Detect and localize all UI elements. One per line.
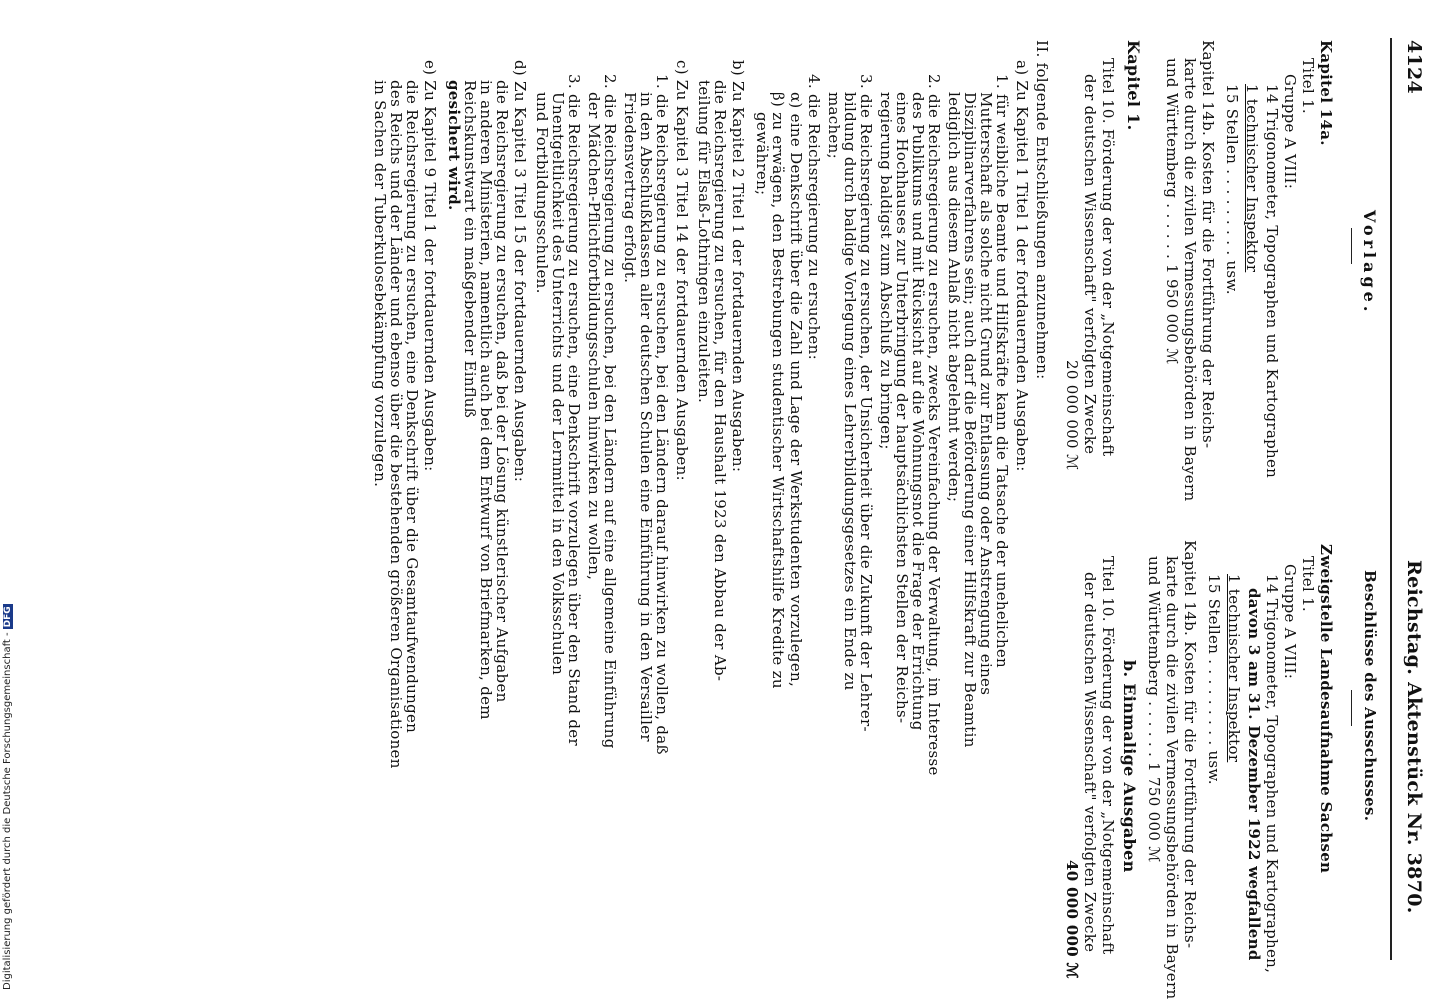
res-a3-l2: bildung durch baldige Vorlegung eines Lehrerbildungsgesetzes ein Ende zu xyxy=(841,92,859,691)
right-t10-1: Titel 10. Förderung der von der „Notgemeinschaft xyxy=(1099,556,1117,955)
res-b-l2: die Reichsregierung zu ersuchen, für den Haushalt 1923 den Abbau der Ab- xyxy=(711,80,729,682)
left-k14a: Kapitel 14a. xyxy=(1317,40,1335,146)
right-t10-3: 40 000 000 ℳ xyxy=(1063,860,1081,979)
res-c1-l1: 1. die Reichsregierung zu ersuchen, bei den Ländern darauf hinwirken zu wollen, daß xyxy=(653,74,671,755)
res-a2-l4: regierung baldigst zum Abschluß zu bringen; xyxy=(877,92,895,450)
right-k14b-3: und Württemberg . . . . . . 1 750 000 ℳ xyxy=(1145,556,1163,863)
digitization-note-text: Digitalisierung gefördert durch die Deutsche Forschungsgemeinschaft - xyxy=(2,632,13,990)
left-trig: 14 Trigonometer, Topographen und Kartographen xyxy=(1263,84,1281,479)
res-c3-l3: und Fortbildungsschulen. xyxy=(533,92,551,294)
res-b-l1: b) Zu Kapitel 2 Titel 1 der fortdauernden Ausgaben: xyxy=(729,60,747,473)
left-t10-2: der deutschen Wissenschaft" verfolgten Zwecke xyxy=(1081,74,1099,455)
res-a2-l1: 2. die Reichsregierung zu ersuchen, zwecks Vereinfachung der Verwaltung, im Interesse xyxy=(925,74,943,776)
right-b-heading: b. Einmalige Ausgaben xyxy=(1120,660,1139,873)
res-a-head: a) Zu Kapitel 1 Titel 1 der fortdauernden Ausgaben: xyxy=(1013,60,1031,472)
left-gruppe: Gruppe A VIII: xyxy=(1281,74,1299,190)
res-e-l3: des Reichs und der Länder und ebenso über die bestehenden größeren Organisationen xyxy=(387,80,405,769)
res-c3-l1: 3. die Reichsregierung zu ersuchen, eine Denkschrift vorzulegen über den Stand der xyxy=(565,74,583,746)
right-k14b-1: Kapitel 14b. Kosten für die Fortführung der Reichs- xyxy=(1181,540,1199,949)
res-a1-l1: 1. für weibliche Beamte und Hilfskräfte kann die Tatsache der unehelichen xyxy=(993,74,1011,669)
res-d-l4: Reichskunstwart ein maßgebender Einfluß xyxy=(461,80,479,419)
digitization-note xyxy=(2,604,13,990)
right-stellen: 15 Stellen . . . . . . . . . usw. xyxy=(1205,574,1223,785)
res-e-l2: die Reichsregierung zu ersuchen, eine Denkschrift über die Gesamtaufwendungen xyxy=(403,80,421,734)
right-heading-rule xyxy=(1351,690,1352,726)
left-heading: Vorlage. xyxy=(1360,210,1379,316)
left-k1: Kapitel 1. xyxy=(1124,40,1143,131)
res-d-l3: in anderen Ministerien, namentlich auch bei dem Entwurf von Briefmarken, dem xyxy=(477,80,495,720)
res-e-l4: in Sachen der Tuberkulosebekämpfung vorzulegen. xyxy=(371,80,389,488)
left-titel1: Titel 1. xyxy=(1299,58,1317,114)
res-d-l1: d) Zu Kapitel 3 Titel 15 der fortdauernden Ausgaben: xyxy=(511,60,529,483)
left-t10-3: 20 000 000 ℳ xyxy=(1063,360,1081,471)
header-rule xyxy=(1390,38,1392,960)
right-t10-2: der deutschen Wissenschaft" verfolgten Zwecke xyxy=(1081,572,1099,953)
res-a4-l3: β) zu erwägen, den Bestrebungen studentischer Wirtschaftshilfe Kredite zu xyxy=(769,92,787,689)
right-heading: Beschlüsse des Ausschusses. xyxy=(1361,570,1379,822)
res-c1-l3: Friedensvertrag erfolgt. xyxy=(621,92,639,284)
right-davon: davon 3 am 31. Dezember 1922 wegfallend xyxy=(1245,588,1263,961)
res-a2-l2: des Publikums und mit Rücksicht auf die Wohnungsnot die Frage der Errichtung xyxy=(909,92,927,731)
res-c3-l2: Unentgeltlichkeit des Unterrichts und der Lernmittel in den Volksschulen xyxy=(549,92,567,676)
right-gruppe: Gruppe A VIII: xyxy=(1281,564,1299,680)
res-a4-l1: 4. die Reichsregierung zu ersuchen: xyxy=(805,74,823,360)
res-d-l2: die Reichsregierung zu ersuchen, daß bei der Lösung künstlerischer Aufgaben xyxy=(493,80,511,703)
right-k14b-2: karte durch die zivilen Vermessungsbehörden in Bayern xyxy=(1163,556,1181,1000)
dfg-logo: DFG xyxy=(3,606,13,628)
res-a1-l2: Mutterschaft als solche nicht Grund zur Entlassung oder Anstrengung eines xyxy=(977,92,995,696)
res-a3-l3: machen; xyxy=(825,92,843,159)
res-d-l5: gesichert wird. xyxy=(445,80,463,211)
res-b-l3: teilung für Elsaß-Lothringen einzuleiten. xyxy=(695,80,713,404)
page-number: 4124 xyxy=(1403,40,1425,95)
res-c2-l2: der Mädchen-Pflichtfortbildungsschulen hinwirken zu wollen, xyxy=(585,92,603,581)
left-k14b-1: Kapitel 14b. Kosten für die Fortführung der Reichs- xyxy=(1199,40,1217,449)
running-title: Reichstag. Aktenstück Nr. 3870. xyxy=(1403,560,1425,914)
res-a1-l4: lediglich aus diesem Anlaß nicht abgelehnt werden; xyxy=(945,92,963,503)
left-k14b-3: und Württemberg . . . . . . 1 950 000 ℳ xyxy=(1163,58,1181,365)
right-insp: 1 technischer Inspektor xyxy=(1225,574,1243,763)
res-e-l1: e) Zu Kapitel 9 Titel 1 der fortdauernden Ausgaben: xyxy=(421,60,439,472)
res-intro: II. folgende Entschließungen anzunehmen: xyxy=(1033,40,1051,380)
left-heading-rule xyxy=(1351,228,1352,264)
left-stellen: 15 Stellen . . . . . . . . . usw. xyxy=(1223,84,1241,295)
res-a4-l4: gewähren; xyxy=(753,112,771,196)
res-a1-l3: Disziplinarverfahrens sein; auch darf die Beförderung einer Hilfskraft zur Beamtin xyxy=(961,92,979,748)
right-trig: 14 Trigonometer, Topographen und Kartographen, xyxy=(1263,574,1281,974)
res-c-head: c) Zu Kapitel 3 Titel 14 der fortdauernden Ausgaben: xyxy=(673,60,691,481)
right-zweig: Zweigstelle Landesaufnahme Sachsen xyxy=(1317,544,1335,874)
res-a4-l2: α) eine Denkschrift über die Zahl und Lage der Werkstudenten vorzulegen, xyxy=(787,92,805,688)
res-a2-l3: eines Hochhauses zur Unterbringung der hauptsächlichsten Stellen der Reichs- xyxy=(893,92,911,724)
left-t10-1: Titel 10. Förderung der von der „Notgemeinschaft xyxy=(1099,58,1117,457)
left-k14b-2: karte durch die zivilen Vermessungsbehörden in Bayern xyxy=(1181,58,1199,502)
res-c1-l2: in den Abschlußklassen aller deutschen Schulen eine Einführung in den Versailler xyxy=(637,92,655,742)
right-titel1: Titel 1. xyxy=(1299,556,1317,612)
res-a3-l1: 3. die Reichsregierung zu ersuchen, der Unsicherheit über die Zukunft der Lehrer- xyxy=(857,74,875,732)
res-c2-l1: 2. die Reichsregierung zu ersuchen, bei den Ländern auf eine allgemeine Einführung xyxy=(601,74,619,749)
left-insp: 1 technischer Inspektor xyxy=(1243,84,1261,273)
